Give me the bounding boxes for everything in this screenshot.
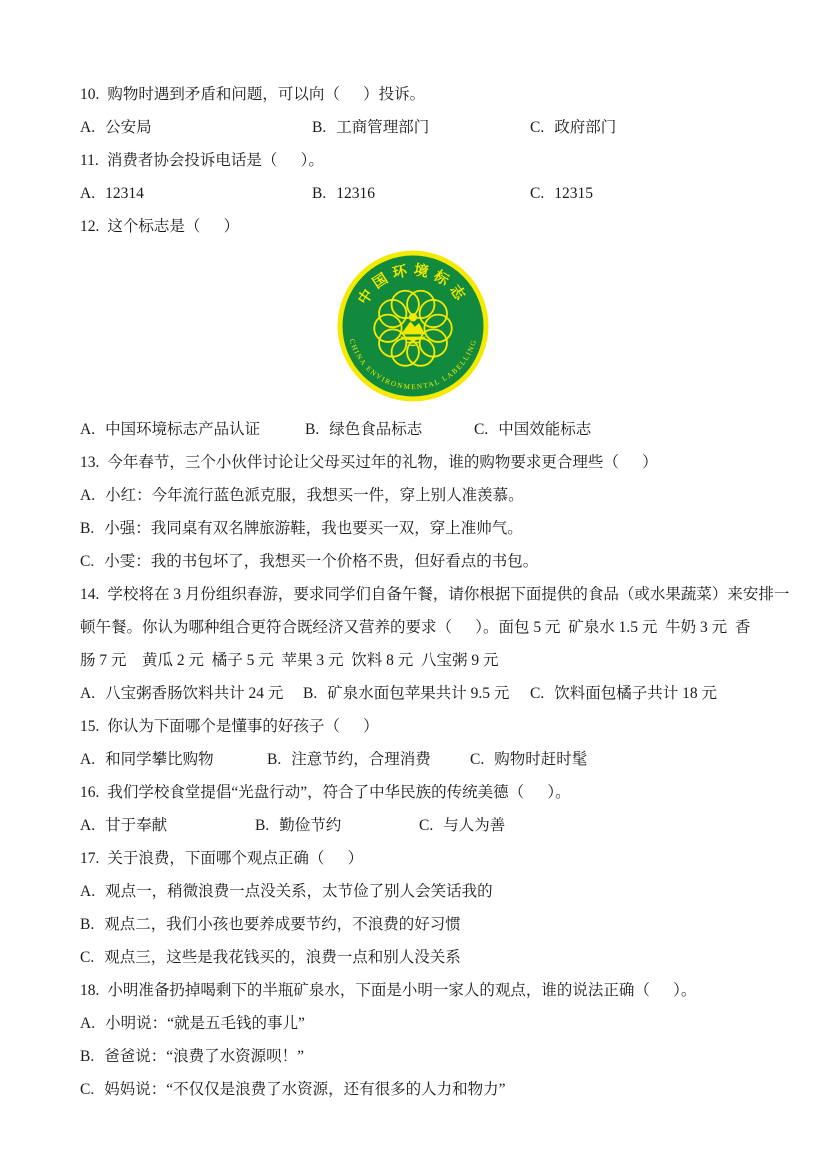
q12-options xyxy=(80,413,745,446)
option-label: A. xyxy=(80,119,96,136)
q14-text: 学校将在 3 月份组织春游，要求同学们自备午餐，请你根据下面提供的食品（或水果蔬菜）来安排一 xyxy=(107,586,790,603)
option-label: C. xyxy=(80,553,95,570)
q15-option-c xyxy=(470,743,587,776)
option-text: 妈妈说：“不仅仅是浪费了水资源，还有很多的人力和物力” xyxy=(104,1081,506,1098)
option-text: 小红：今年流行蓝色派克服，我想买一件，穿上别人准羡慕。 xyxy=(105,487,524,504)
q13-stem xyxy=(80,446,745,479)
q14-option-c xyxy=(530,677,717,710)
water-line xyxy=(410,345,415,347)
logo-top-text: 中国环境标志 xyxy=(354,262,471,308)
q10-number: 10. xyxy=(80,86,100,103)
option-label: B. xyxy=(267,751,282,768)
option-text: 矿泉水面包苹果共计 9.5 元 xyxy=(327,685,510,702)
option-label: A. xyxy=(80,685,96,702)
q14-text: 肠 7 元 黄瓜 2 元 橘子 5 元 苹果 3 元 饮料 8 元 八宝粥 9 元 xyxy=(80,652,499,669)
option-label: B. xyxy=(255,817,270,834)
option-text: 注意节约，合理消费 xyxy=(291,751,431,768)
option-label: B. xyxy=(312,119,327,136)
option-text: 中国效能标志 xyxy=(498,421,592,438)
option-label: B. xyxy=(305,421,320,438)
option-label: C. xyxy=(419,817,434,834)
q18-text: 小明准备扔掉喝剩下的半瓶矿泉水，下面是小明一家人的观点，谁的说法正确（ ）。 xyxy=(107,982,697,999)
option-label: C. xyxy=(530,185,545,202)
option-label: C. xyxy=(530,685,545,702)
sun-icon xyxy=(408,313,416,321)
q17-option-c xyxy=(80,941,745,974)
option-label: C. xyxy=(80,949,95,966)
q12-number: 12. xyxy=(80,218,100,235)
option-text: 甘于奉献 xyxy=(105,817,168,834)
q14-stem-line-3 xyxy=(80,644,745,677)
option-label: B. xyxy=(80,520,95,537)
option-text: 与人为善 xyxy=(443,817,506,834)
option-text: 爸爸说：“浪费了水资源呗！” xyxy=(104,1048,304,1065)
option-text: 绿色食品标志 xyxy=(329,421,423,438)
q13-option-a xyxy=(80,479,745,512)
option-label: A. xyxy=(80,185,96,202)
q16-number: 16. xyxy=(80,784,100,801)
q13-number: 13. xyxy=(80,454,100,471)
option-text: 观点二，我们小孩也要养成要节约，不浪费的好习惯 xyxy=(104,916,461,933)
q10-option-c xyxy=(530,111,616,144)
q15-options xyxy=(80,743,745,776)
q14-number: 14. xyxy=(80,586,100,603)
q15-number: 15. xyxy=(80,718,100,735)
q16-option-b xyxy=(255,809,341,842)
q14-option-a xyxy=(80,677,283,710)
q10-text: 购物时遇到矛盾和问题，可以向（ ）投诉。 xyxy=(107,86,426,103)
option-text: 中国环境标志产品认证 xyxy=(105,421,261,438)
option-text: 公安局 xyxy=(105,119,152,136)
q13-option-b xyxy=(80,512,745,545)
option-text: 和同学攀比购物 xyxy=(105,751,214,768)
q18-option-a xyxy=(80,1007,745,1040)
option-label: C. xyxy=(470,751,485,768)
q16-option-a xyxy=(80,809,167,842)
option-text: 八宝粥香肠饮料共计 24 元 xyxy=(105,685,284,702)
option-text: 12316 xyxy=(336,185,375,202)
q12-logo-figure xyxy=(80,243,745,413)
option-text: 观点一，稍微浪费一点没关系，太节俭了别人会笑话我的 xyxy=(105,883,493,900)
q15-option-b xyxy=(267,743,431,776)
q18-option-b xyxy=(80,1040,745,1073)
water-line xyxy=(406,342,418,344)
q16-option-c xyxy=(419,809,505,842)
china-environmental-labelling-logo xyxy=(337,250,489,402)
option-label: A. xyxy=(80,817,96,834)
q11-number: 11. xyxy=(80,152,99,169)
option-label: B. xyxy=(80,916,95,933)
option-text: 小雯：我的书包坏了，我想买一个价格不贵，但好看点的书包。 xyxy=(104,553,539,570)
option-label: B. xyxy=(303,685,318,702)
option-text: 饮料面包橘子共计 18 元 xyxy=(554,685,717,702)
option-label: B. xyxy=(312,185,327,202)
q10-options xyxy=(80,111,745,144)
q15-option-a xyxy=(80,743,214,776)
option-label: C. xyxy=(474,421,489,438)
q16-stem xyxy=(80,776,745,809)
q18-option-c xyxy=(80,1073,745,1106)
option-text: 12315 xyxy=(554,185,593,202)
q12-option-c xyxy=(474,413,591,446)
q14-text: 顿午餐。你认为哪种组合更符合既经济又营养的要求（ ）。面包 5 元 矿泉水 1.5 元 牛奶 3 元 香 xyxy=(80,619,751,636)
option-text: 小强：我同桌有双名牌旅游鞋，我也要买一双，穿上准帅气。 xyxy=(104,520,523,537)
q16-options xyxy=(80,809,745,842)
q14-options xyxy=(80,677,745,710)
q18-stem xyxy=(80,974,745,1007)
q18-number: 18. xyxy=(80,982,100,999)
option-text: 观点三，这些是我花钱买的，浪费一点和别人没关系 xyxy=(104,949,461,966)
q16-text: 我们学校食堂提倡“光盘行动”，符合了中华民族的传统美德（ ）。 xyxy=(107,784,571,801)
q12-option-b xyxy=(305,413,422,446)
q13-option-c xyxy=(80,545,745,578)
option-label: A. xyxy=(80,421,96,438)
option-label: A. xyxy=(80,883,96,900)
option-label: B. xyxy=(80,1048,95,1065)
q17-option-a xyxy=(80,875,745,908)
water-bar xyxy=(400,337,426,340)
q13-text: 今年春节，三个小伙伴讨论让父母买过年的礼物，谁的购物要求更合理些（ ） xyxy=(107,454,658,471)
option-text: 购物时赶时髦 xyxy=(494,751,588,768)
q11-option-a xyxy=(80,177,144,210)
q10-stem xyxy=(80,78,745,111)
q11-text: 消费者协会投诉电话是（ ）。 xyxy=(106,152,324,169)
q10-option-b xyxy=(312,111,429,144)
q11-option-c xyxy=(530,177,593,210)
option-label: C. xyxy=(530,119,545,136)
option-text: 工商管理部门 xyxy=(336,119,430,136)
option-label: A. xyxy=(80,1015,96,1032)
q11-options xyxy=(80,177,745,210)
option-text: 勤俭节约 xyxy=(279,817,342,834)
q17-stem xyxy=(80,842,745,875)
option-label: C. xyxy=(80,1081,95,1098)
option-text: 政府部门 xyxy=(554,119,617,136)
q12-stem xyxy=(80,210,745,243)
q10-option-a xyxy=(80,111,152,144)
q14-stem-line-2 xyxy=(80,611,751,644)
q11-option-b xyxy=(312,177,375,210)
q14-option-b xyxy=(303,677,509,710)
logo-bottom-text: CHINA ENVIRONMENTAL LABELLING xyxy=(347,337,478,392)
q15-text: 你认为下面哪个是懂事的好孩子（ ） xyxy=(107,718,379,735)
q17-number: 17. xyxy=(80,850,100,867)
q14-stem-line-1 xyxy=(80,578,790,611)
q15-stem xyxy=(80,710,745,743)
q17-text: 关于浪费，下面哪个观点正确（ ） xyxy=(107,850,364,867)
option-label: A. xyxy=(80,487,96,504)
q12-option-a xyxy=(80,413,260,446)
q17-option-b xyxy=(80,908,745,941)
option-text: 12314 xyxy=(105,185,144,202)
option-label: A. xyxy=(80,751,96,768)
q12-text: 这个标志是（ ） xyxy=(107,218,240,235)
option-text: 小明说：“就是五毛钱的事儿” xyxy=(105,1015,305,1032)
q11-stem xyxy=(80,144,745,177)
